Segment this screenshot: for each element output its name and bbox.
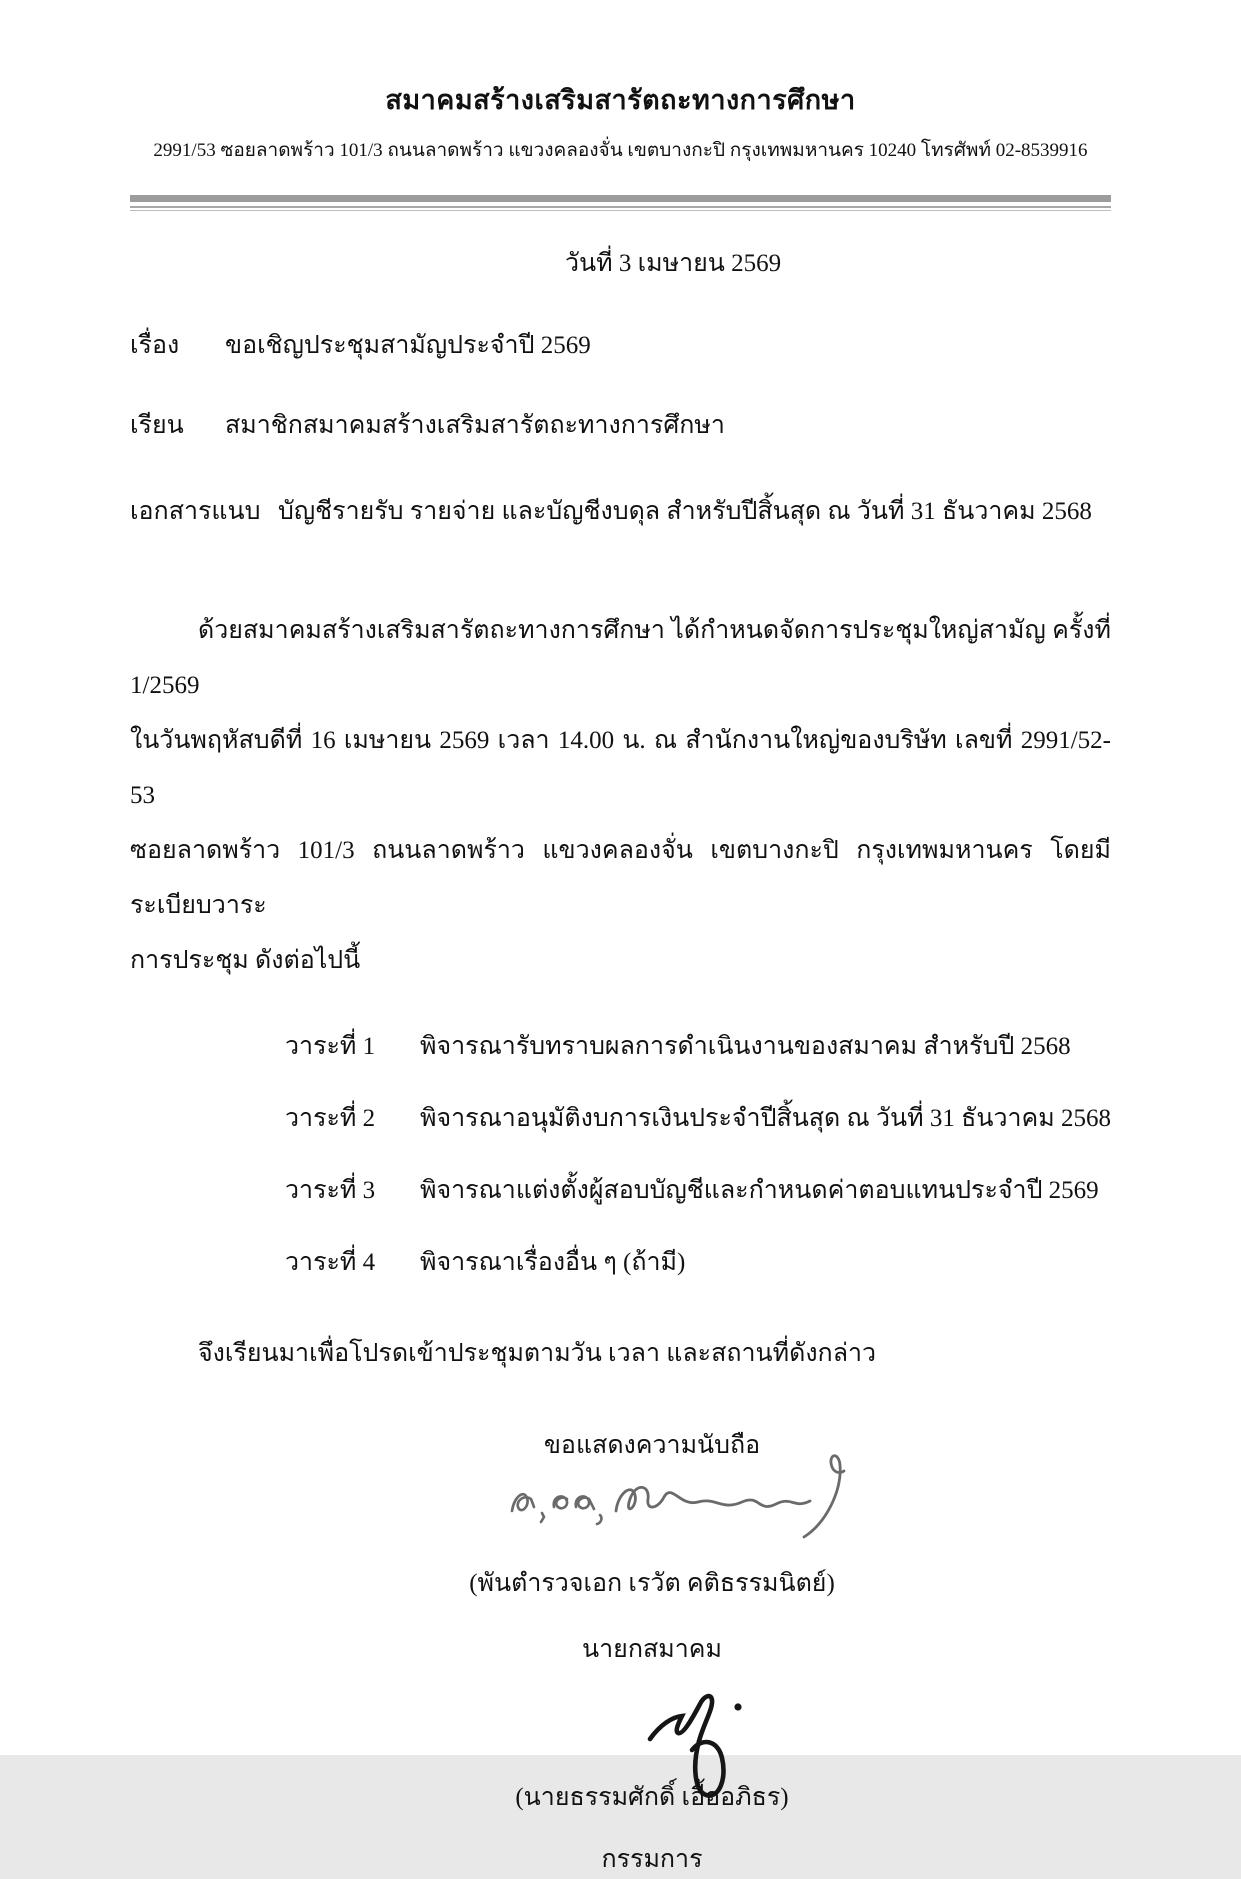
body-line-2: ในวันพฤหัสบดีที่ 16 เมษายน 2569 เวลา 14.00 น. ณ สำนักงานใหญ่ของบริษัท เลขที่ 2991/52-53	[130, 727, 1111, 809]
signature-block	[432, 1425, 872, 1879]
body-line-1: ด้วยสมาคมสร้างเสริมสารัตถะทางการศึกษา ได้กำหนดจัดการประชุมใหญ่สามัญ ครั้งที่ 1/2569	[130, 617, 1111, 699]
body-line-3: ซอยลาดพร้าว 101/3 ถนนลาดพร้าว แขวงคลองจั่น เขตบางกะปิ กรุงเทพมหานคร โดยมีระเบียบวาระ	[130, 837, 1111, 919]
agenda-item-1-label: วาระที่ 1	[285, 1033, 376, 1060]
agenda-item-1-text: พิจารณารับทราบผลการดำเนินงานของสมาคม สำหรับปี 2568	[420, 1033, 1071, 1060]
president-name: (พันตำรวจเอก เรวัต คติธรรมนิตย์)	[469, 1570, 835, 1597]
attachment-row	[130, 491, 1111, 531]
letterhead-divider	[130, 195, 1111, 211]
agenda-item-3-text: พิจารณาแต่งตั้งผู้สอบบัญชีและกำหนดค่าตอบแทนประจำปี 2569	[420, 1177, 1099, 1204]
agenda-item-4	[130, 1242, 1111, 1283]
to-label: เรียน	[130, 412, 184, 439]
divider-thick-rule	[130, 195, 1111, 202]
president-title: นายกสมาคม	[582, 1636, 722, 1663]
salutation: ขอแสดงความนับถือ	[543, 1432, 761, 1459]
subject-label: เรื่อง	[130, 332, 180, 359]
closing-line: จึงเรียนมาเพื่อโปรดเข้าประชุมตามวัน เวลา และสถานที่ดังกล่าว	[198, 1340, 877, 1367]
agenda-item-4-text: พิจารณาเรื่องอื่น ๆ (ถ้ามี)	[420, 1249, 686, 1276]
divider-thinner-rule	[130, 210, 1111, 211]
attachment-label: เอกสารแนบ	[130, 498, 261, 525]
agenda-list	[130, 1026, 1111, 1283]
divider-thin-rule	[130, 206, 1111, 208]
agenda-item-1	[130, 1026, 1111, 1067]
to-row	[130, 405, 1111, 445]
agenda-item-4-label: วาระที่ 4	[285, 1249, 376, 1276]
subject-value: ขอเชิญประชุมสามัญประจำปี 2569	[225, 332, 591, 359]
director-title: กรรมการ	[601, 1846, 703, 1873]
agenda-item-2-label: วาระที่ 2	[285, 1105, 376, 1132]
attachment-value: บัญชีรายรับ รายจ่าย และบัญชีงบดุล สำหรับปีสิ้นสุด ณ วันที่ 31 ธันวาคม 2568	[278, 498, 1092, 525]
body-line-4: การประชุม ดังต่อไปนี้	[130, 947, 361, 974]
to-value: สมาชิกสมาคมสร้างเสริมสารัตถะทางการศึกษา	[225, 412, 725, 439]
agenda-item-3-label: วาระที่ 3	[285, 1177, 376, 1204]
subject-row	[130, 325, 1111, 365]
org-address: 2991/53 ซอยลาดพร้าว 101/3 ถนนลาดพร้าว แขวงคลองจั่น เขตบางกะปิ กรุงเทพมหานคร 10240 โทรศัพท์ 02-8539916	[153, 140, 1088, 161]
date-line: วันที่ 3 เมษายน 2569	[565, 250, 782, 277]
agenda-item-2	[130, 1098, 1111, 1139]
agenda-item-3	[130, 1170, 1111, 1211]
director-name: (นายธรรมศักดิ์ เอื้ออภิธร)	[515, 1784, 789, 1811]
body-paragraph	[130, 603, 1111, 988]
agenda-item-2-text: พิจารณาอนุมัติงบการเงินประจำปีสิ้นสุด ณ วันที่ 31 ธันวาคม 2568	[420, 1105, 1111, 1132]
org-name: สมาคมสร้างเสริมสารัตถะทางการศึกษา	[385, 85, 856, 115]
